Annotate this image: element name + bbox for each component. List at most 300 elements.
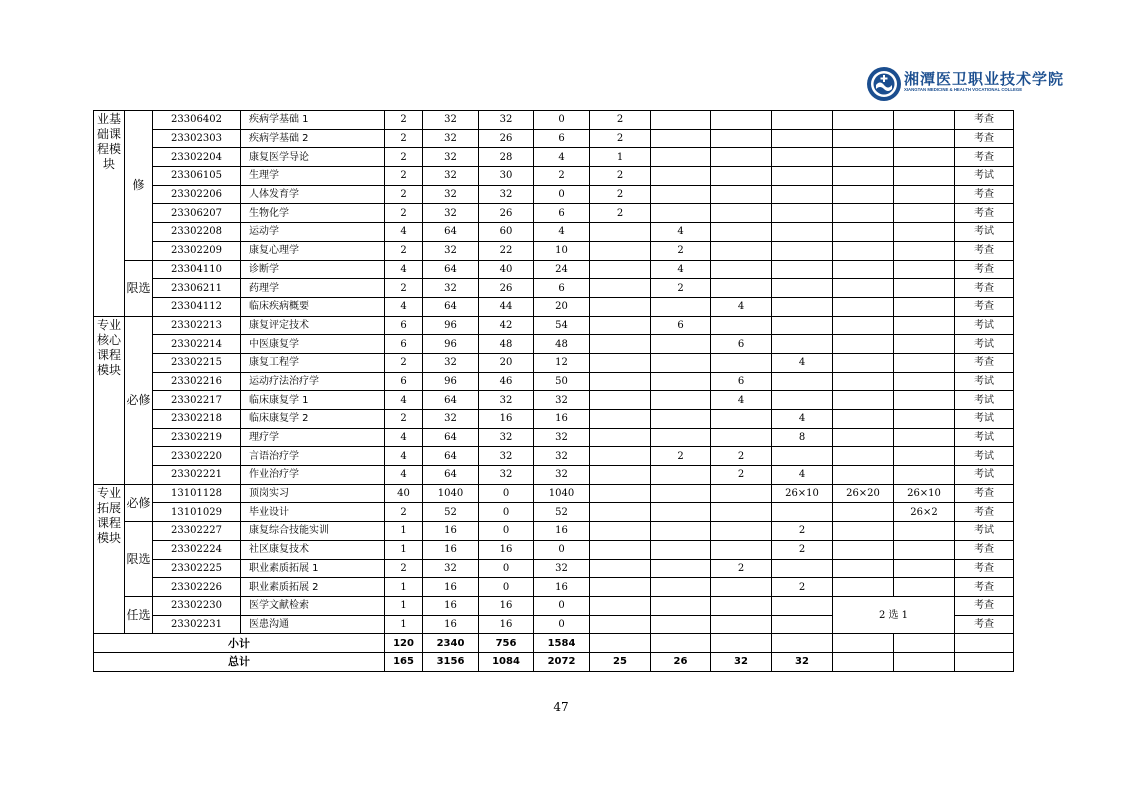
course-name: 临床康复学 2	[241, 410, 385, 429]
credit-cell: 2	[385, 185, 423, 204]
course-name: 康复工程学	[241, 353, 385, 372]
semester-4-cell	[772, 241, 833, 260]
credit-cell: 2	[385, 111, 423, 130]
semester-4-cell	[772, 204, 833, 223]
empty-cell	[651, 634, 711, 653]
semester-5-cell	[833, 522, 894, 541]
semester-2-cell	[651, 335, 711, 354]
semester-6-cell	[894, 391, 955, 410]
practice-hours-cell: 52	[534, 503, 590, 522]
practice-hours-cell: 24	[534, 260, 590, 279]
assessment-cell: 考查	[955, 204, 1014, 223]
assessment-cell: 考查	[955, 596, 1014, 615]
total-hours-cell: 16	[423, 522, 479, 541]
table-row	[94, 241, 1014, 260]
course-code: 23302208	[153, 223, 241, 242]
credit-cell: 2	[385, 241, 423, 260]
course-code: 23302227	[153, 522, 241, 541]
course-code: 23302215	[153, 353, 241, 372]
course-code: 23302225	[153, 559, 241, 578]
course-name: 临床康复学 1	[241, 391, 385, 410]
practice-hours-cell: 0	[534, 615, 590, 634]
subtotal-label: 小计	[94, 634, 385, 653]
assessment-cell: 考查	[955, 615, 1014, 634]
assessment-cell: 考试	[955, 167, 1014, 186]
practice-hours-cell: 32	[534, 447, 590, 466]
credit-cell: 2	[385, 353, 423, 372]
course-code: 23306211	[153, 279, 241, 298]
semester-2-cell	[651, 428, 711, 447]
credit-cell: 2	[385, 503, 423, 522]
semester-4-cell: 4	[772, 410, 833, 429]
empty-cell	[711, 634, 772, 653]
semester-5-cell: 26×20	[833, 484, 894, 503]
practice-hours-cell: 0	[534, 185, 590, 204]
elective-note: 2 选 1	[833, 596, 955, 633]
semester-3-cell	[711, 615, 772, 634]
practice-hours-cell: 10	[534, 241, 590, 260]
semester-6-cell	[894, 372, 955, 391]
semester-1-cell	[590, 223, 651, 242]
empty-cell	[955, 634, 1014, 653]
semester-4-cell	[772, 111, 833, 130]
course-name: 医学文献检索	[241, 596, 385, 615]
semester-4-cell	[772, 372, 833, 391]
theory-hours-cell: 0	[479, 503, 534, 522]
course-name: 康复综合技能实训	[241, 522, 385, 541]
total-hours-cell: 32	[423, 353, 479, 372]
semester-4-cell: 8	[772, 428, 833, 447]
table-row	[94, 503, 1014, 522]
table-row	[94, 353, 1014, 372]
course-code: 23306402	[153, 111, 241, 130]
course-name: 毕业设计	[241, 503, 385, 522]
semester-5-cell	[833, 279, 894, 298]
table-row	[94, 522, 1014, 541]
semester-3-cell	[711, 129, 772, 148]
theory-hours-cell: 22	[479, 241, 534, 260]
semester-3-cell	[711, 148, 772, 167]
table-row	[94, 279, 1014, 298]
empty-cell	[955, 652, 1014, 671]
total-hours-cell: 32	[423, 204, 479, 223]
semester-3-cell	[711, 241, 772, 260]
theory-hours-cell: 20	[479, 353, 534, 372]
page-number: 47	[553, 700, 569, 714]
grand-total-theory: 1084	[479, 652, 534, 671]
course-name: 康复医学导论	[241, 148, 385, 167]
table-row	[94, 297, 1014, 316]
semester-5-cell	[833, 447, 894, 466]
course-code: 23302214	[153, 335, 241, 354]
table-row	[94, 596, 1014, 615]
semester-2-cell	[651, 615, 711, 634]
assessment-cell: 考试	[955, 316, 1014, 335]
total-hours-cell: 32	[423, 167, 479, 186]
empty-cell	[772, 634, 833, 653]
assessment-cell: 考查	[955, 484, 1014, 503]
semester-5-cell	[833, 260, 894, 279]
semester-6-cell	[894, 316, 955, 335]
category-label: 限选	[125, 260, 153, 316]
total-hours-cell: 32	[423, 129, 479, 148]
semester-1-cell: 2	[590, 185, 651, 204]
assessment-cell: 考查	[955, 185, 1014, 204]
semester-4-cell	[772, 279, 833, 298]
semester-5-cell	[833, 316, 894, 335]
semester-2-cell: 6	[651, 316, 711, 335]
course-code: 13101128	[153, 484, 241, 503]
total-hours-cell: 32	[423, 185, 479, 204]
course-code: 13101029	[153, 503, 241, 522]
semester-2-cell	[651, 297, 711, 316]
semester-2-cell	[651, 410, 711, 429]
theory-hours-cell: 32	[479, 111, 534, 130]
semester-4-cell	[772, 260, 833, 279]
credit-cell: 4	[385, 223, 423, 242]
course-code: 23302224	[153, 540, 241, 559]
theory-hours-cell: 32	[479, 428, 534, 447]
semester-4-cell	[772, 559, 833, 578]
semester-1-cell	[590, 372, 651, 391]
semester-3-cell	[711, 279, 772, 298]
assessment-cell: 考查	[955, 279, 1014, 298]
practice-hours-cell: 0	[534, 596, 590, 615]
practice-hours-cell: 12	[534, 353, 590, 372]
semester-3-cell: 4	[711, 391, 772, 410]
theory-hours-cell: 44	[479, 297, 534, 316]
theory-hours-cell: 16	[479, 615, 534, 634]
semester-5-cell	[833, 466, 894, 485]
table-row	[94, 111, 1014, 130]
practice-hours-cell: 54	[534, 316, 590, 335]
semester-6-cell	[894, 540, 955, 559]
course-code: 23306207	[153, 204, 241, 223]
module-label: 专业拓展课程模块	[94, 484, 125, 634]
total-hours-cell: 16	[423, 540, 479, 559]
semester-4-cell	[772, 148, 833, 167]
credit-cell: 4	[385, 260, 423, 279]
theory-hours-cell: 0	[479, 484, 534, 503]
assessment-cell: 考查	[955, 129, 1014, 148]
semester-1-cell	[590, 316, 651, 335]
semester-2-cell	[651, 111, 711, 130]
course-code: 23302219	[153, 428, 241, 447]
course-name: 职业素质拓展 2	[241, 578, 385, 597]
semester-5-cell	[833, 129, 894, 148]
credit-cell: 6	[385, 372, 423, 391]
category-label: 任选	[125, 596, 153, 633]
theory-hours-cell: 60	[479, 223, 534, 242]
assessment-cell: 考试	[955, 466, 1014, 485]
semester-3-cell	[711, 223, 772, 242]
semester-3-cell	[711, 167, 772, 186]
semester-2-cell	[651, 391, 711, 410]
theory-hours-cell: 42	[479, 316, 534, 335]
theory-hours-cell: 16	[479, 410, 534, 429]
semester-2-cell	[651, 503, 711, 522]
table-row	[94, 391, 1014, 410]
course-name: 运动疗法治疗学	[241, 372, 385, 391]
total-hours-cell: 96	[423, 316, 479, 335]
semester-5-cell	[833, 111, 894, 130]
semester-1-cell	[590, 615, 651, 634]
credit-cell: 2	[385, 410, 423, 429]
table-row	[94, 204, 1014, 223]
course-code: 23302213	[153, 316, 241, 335]
semester-1-cell	[590, 540, 651, 559]
semester-6-cell	[894, 185, 955, 204]
semester-5-cell	[833, 578, 894, 597]
table-row	[94, 410, 1014, 429]
course-code: 23304112	[153, 297, 241, 316]
semester-1-cell: 2	[590, 111, 651, 130]
grand-total-total: 3156	[423, 652, 479, 671]
theory-hours-cell: 32	[479, 185, 534, 204]
total-hours-cell: 64	[423, 297, 479, 316]
assessment-cell: 考查	[955, 540, 1014, 559]
semester-1-cell	[590, 260, 651, 279]
table-row	[94, 335, 1014, 354]
theory-hours-cell: 28	[479, 148, 534, 167]
credit-cell: 4	[385, 447, 423, 466]
semester-4-cell	[772, 503, 833, 522]
semester-6-cell	[894, 522, 955, 541]
course-code: 23302206	[153, 185, 241, 204]
course-code: 23302216	[153, 372, 241, 391]
table-row	[94, 185, 1014, 204]
semester-2-cell	[651, 540, 711, 559]
table-row	[94, 484, 1014, 503]
course-name: 言语治疗学	[241, 447, 385, 466]
semester-4-cell	[772, 335, 833, 354]
semester-6-cell	[894, 204, 955, 223]
theory-hours-cell: 0	[479, 578, 534, 597]
semester-2-cell: 4	[651, 223, 711, 242]
semester-3-cell	[711, 484, 772, 503]
semester-4-cell: 2	[772, 578, 833, 597]
course-code: 23306105	[153, 167, 241, 186]
practice-hours-cell: 32	[534, 466, 590, 485]
theory-hours-cell: 30	[479, 167, 534, 186]
semester-6-cell	[894, 428, 955, 447]
practice-hours-cell: 6	[534, 129, 590, 148]
course-name: 医患沟通	[241, 615, 385, 634]
semester-1-cell	[590, 353, 651, 372]
semester-2-cell	[651, 559, 711, 578]
assessment-cell: 考试	[955, 428, 1014, 447]
subtotal-row	[94, 634, 1014, 653]
total-hours-cell: 1040	[423, 484, 479, 503]
table-row	[94, 466, 1014, 485]
theory-hours-cell: 40	[479, 260, 534, 279]
semester-3-cell	[711, 111, 772, 130]
practice-hours-cell: 20	[534, 297, 590, 316]
subtotal-total: 2340	[423, 634, 479, 653]
semester-1-cell	[590, 559, 651, 578]
semester-6-cell	[894, 148, 955, 167]
semester-1-cell: 2	[590, 129, 651, 148]
subtotal-credit: 120	[385, 634, 423, 653]
course-name: 人体发育学	[241, 185, 385, 204]
course-name: 生物化学	[241, 204, 385, 223]
semester-6-cell	[894, 260, 955, 279]
semester-2-cell	[651, 578, 711, 597]
semester-3-cell: 6	[711, 335, 772, 354]
semester-2-cell	[651, 148, 711, 167]
semester-4-cell: 4	[772, 353, 833, 372]
assessment-cell: 考试	[955, 522, 1014, 541]
course-name: 药理学	[241, 279, 385, 298]
course-code: 23302221	[153, 466, 241, 485]
credit-cell: 1	[385, 615, 423, 634]
course-code: 23302231	[153, 615, 241, 634]
theory-hours-cell: 46	[479, 372, 534, 391]
semester-1-cell	[590, 578, 651, 597]
course-name: 社区康复技术	[241, 540, 385, 559]
practice-hours-cell: 6	[534, 279, 590, 298]
credit-cell: 4	[385, 466, 423, 485]
schedule-body	[94, 111, 1014, 672]
semester-6-cell	[894, 335, 955, 354]
total-hours-cell: 32	[423, 410, 479, 429]
practice-hours-cell: 16	[534, 522, 590, 541]
total-hours-cell: 64	[423, 466, 479, 485]
credit-cell: 4	[385, 428, 423, 447]
practice-hours-cell: 48	[534, 335, 590, 354]
assessment-cell: 考查	[955, 148, 1014, 167]
table-row	[94, 316, 1014, 335]
course-name: 顶岗实习	[241, 484, 385, 503]
grand-total-practice: 2072	[534, 652, 590, 671]
semester-6-cell: 26×2	[894, 503, 955, 522]
theory-hours-cell: 26	[479, 279, 534, 298]
semester-1-cell	[590, 522, 651, 541]
college-english-name: XIANGTAN MEDICINE & HEALTH VOCATIONAL COLLEGE	[904, 87, 1023, 92]
semester-2-cell	[651, 353, 711, 372]
semester-3-cell	[711, 596, 772, 615]
assessment-cell: 考查	[955, 503, 1014, 522]
course-code: 23302209	[153, 241, 241, 260]
total-hours-cell: 32	[423, 279, 479, 298]
semester-6-cell	[894, 353, 955, 372]
semester-5-cell	[833, 391, 894, 410]
semester-2-cell	[651, 204, 711, 223]
empty-cell	[833, 634, 894, 653]
semester-6-cell	[894, 279, 955, 298]
credit-cell: 4	[385, 297, 423, 316]
semester-6-cell	[894, 111, 955, 130]
semester-1-cell: 1	[590, 148, 651, 167]
semester-4-cell	[772, 596, 833, 615]
semester-3-cell	[711, 204, 772, 223]
semester-2-cell	[651, 596, 711, 615]
semester-6-cell	[894, 241, 955, 260]
semester-4-cell	[772, 391, 833, 410]
table-row	[94, 167, 1014, 186]
semester-3-cell: 4	[711, 297, 772, 316]
college-logo	[866, 66, 1065, 102]
semester-5-cell	[833, 148, 894, 167]
course-name: 作业治疗学	[241, 466, 385, 485]
semester-6-cell	[894, 466, 955, 485]
semester-4-cell	[772, 316, 833, 335]
grand-total-s4: 32	[772, 652, 833, 671]
theory-hours-cell: 32	[479, 447, 534, 466]
semester-5-cell	[833, 503, 894, 522]
credit-cell: 1	[385, 578, 423, 597]
credit-cell: 40	[385, 484, 423, 503]
credit-cell: 2	[385, 167, 423, 186]
semester-2-cell: 4	[651, 260, 711, 279]
theory-hours-cell: 0	[479, 559, 534, 578]
semester-1-cell	[590, 410, 651, 429]
semester-5-cell	[833, 204, 894, 223]
semester-5-cell	[833, 410, 894, 429]
semester-6-cell	[894, 578, 955, 597]
grand-total-label: 总计	[94, 652, 385, 671]
course-name: 职业素质拓展 1	[241, 559, 385, 578]
grand-total-credit: 165	[385, 652, 423, 671]
semester-5-cell	[833, 372, 894, 391]
course-name: 诊断学	[241, 260, 385, 279]
semester-5-cell	[833, 241, 894, 260]
semester-3-cell	[711, 260, 772, 279]
course-name: 康复心理学	[241, 241, 385, 260]
college-name-logotype: 湘潭医卫职业技术学院	[904, 70, 1065, 88]
theory-hours-cell: 32	[479, 391, 534, 410]
assessment-cell: 考试	[955, 391, 1014, 410]
assessment-cell: 考查	[955, 241, 1014, 260]
grand-total-s3: 32	[711, 652, 772, 671]
empty-cell	[833, 652, 894, 671]
practice-hours-cell: 32	[534, 428, 590, 447]
semester-5-cell	[833, 428, 894, 447]
theory-hours-cell: 48	[479, 335, 534, 354]
course-code: 23302217	[153, 391, 241, 410]
course-name: 疾病学基础 1	[241, 111, 385, 130]
table-row	[94, 428, 1014, 447]
semester-1-cell	[590, 466, 651, 485]
semester-2-cell	[651, 129, 711, 148]
credit-cell: 2	[385, 559, 423, 578]
semester-2-cell: 2	[651, 279, 711, 298]
practice-hours-cell: 0	[534, 111, 590, 130]
semester-5-cell	[833, 559, 894, 578]
category-label: 必修	[125, 484, 153, 521]
semester-1-cell	[590, 428, 651, 447]
semester-3-cell: 6	[711, 372, 772, 391]
semester-5-cell	[833, 167, 894, 186]
table-row	[94, 372, 1014, 391]
course-name: 临床疾病概要	[241, 297, 385, 316]
semester-4-cell	[772, 615, 833, 634]
total-hours-cell: 64	[423, 260, 479, 279]
practice-hours-cell: 0	[534, 540, 590, 559]
semester-1-cell	[590, 241, 651, 260]
semester-5-cell	[833, 297, 894, 316]
credit-cell: 6	[385, 316, 423, 335]
theory-hours-cell: 16	[479, 540, 534, 559]
total-hours-cell: 32	[423, 241, 479, 260]
semester-6-cell	[894, 559, 955, 578]
practice-hours-cell: 2	[534, 167, 590, 186]
semester-1-cell	[590, 279, 651, 298]
assessment-cell: 考试	[955, 335, 1014, 354]
theory-hours-cell: 26	[479, 129, 534, 148]
course-code: 23304110	[153, 260, 241, 279]
semester-2-cell	[651, 522, 711, 541]
